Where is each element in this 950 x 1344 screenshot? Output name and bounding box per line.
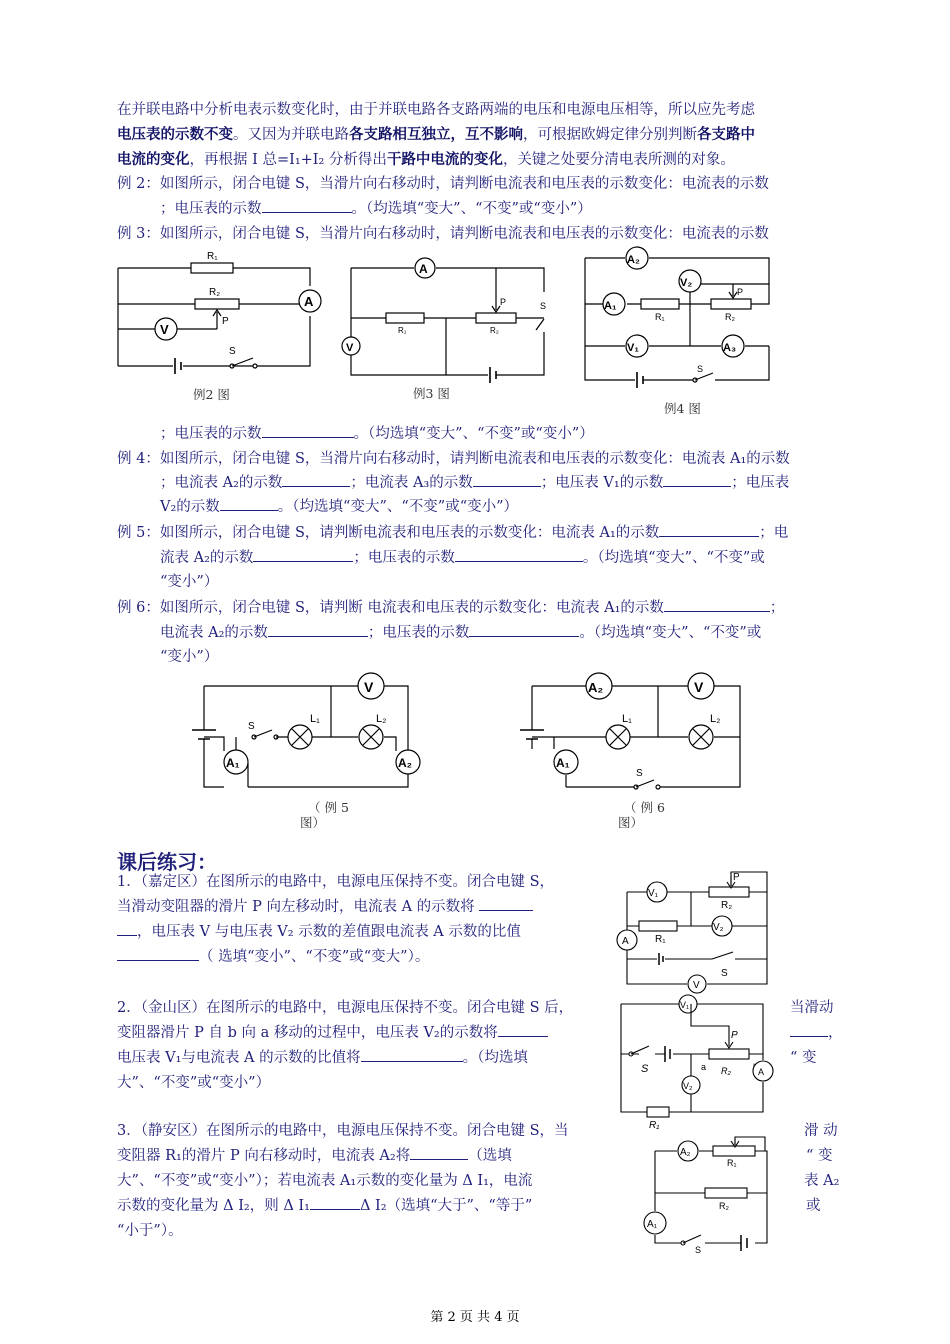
ex4-question: ；电流表 A₂的示数 ；电流表 A₃的示数 ；电压表 V₁的示数 ；电压表 — [160, 472, 789, 494]
section-title: 课后练习： — [117, 850, 217, 874]
svg-text:L₁: L₁ — [622, 713, 632, 725]
answer-blank[interactable] — [282, 472, 350, 487]
practice1: 1．（嘉定区）在图所示的电路中，电源电压保持不变。闭合电键 S， — [117, 874, 555, 890]
svg-text:V: V — [364, 679, 374, 695]
page-footer: 第 2 页 共 4 页 — [430, 1310, 520, 1325]
svg-text:A₁: A₁ — [226, 756, 240, 770]
practice3: “ 变 — [806, 1148, 833, 1164]
practice1-circuit — [617, 866, 775, 991]
svg-text:S: S — [721, 968, 728, 979]
ex2-question: 例 2：如图所示，闭合电键 S，当滑片向右移动时，请判断电流表和电压表的示数变化：电流表的示数 — [117, 176, 769, 192]
answer-blank[interactable] — [268, 622, 368, 637]
svg-text:L₂: L₂ — [376, 713, 387, 725]
svg-text:L₂: L₂ — [710, 713, 721, 725]
svg-text:S: S — [695, 1245, 702, 1255]
svg-text:A₁: A₁ — [556, 756, 570, 770]
ex3-question: ；电压表的示数 。（均选填“变大”、“不变”或“变小”） — [160, 423, 594, 445]
svg-text:L₁: L₁ — [310, 713, 320, 725]
svg-text:V₂: V₂ — [683, 1081, 693, 1091]
answer-blank[interactable] — [663, 472, 731, 487]
practice3: 变阻器 R₁的滑片 P 向右移动时，电流表 A₂将 （选填 — [117, 1145, 512, 1167]
answer-blank[interactable] — [659, 522, 759, 537]
svg-text:P: P — [222, 316, 229, 327]
answer-blank[interactable] — [469, 622, 579, 637]
svg-text:V₁: V₁ — [648, 888, 659, 899]
intro-line: 在并联电路中分析电表示数变化时，由于并联电路各支路两端的电压和电源电压相等，所以应先考虑 — [117, 102, 755, 118]
svg-text:S: S — [697, 364, 704, 374]
intro-line: 电压表的示数不变。又因为并联电路各支路相互独立，互不影响，可根据欧姆定律分别判断各支路中 — [117, 126, 755, 143]
svg-text:S: S — [636, 768, 643, 779]
practice3: 滑 动 — [804, 1123, 838, 1139]
svg-text:V: V — [694, 679, 704, 695]
fig6-circuit — [518, 675, 748, 790]
svg-text:A: A — [622, 936, 629, 947]
practice1: ，电压表 V 与电压表 V₂ 示数的差值跟电流表 A 示数的比值 — [117, 921, 521, 943]
svg-text:a: a — [701, 1062, 707, 1072]
fig5-caption: 图） — [300, 815, 326, 830]
svg-text:V₂: V₂ — [713, 922, 724, 933]
svg-text:A₂: A₂ — [627, 254, 640, 266]
practice2: 电压表 V₁与电流表 A 的示数的比值将 。（均选填 — [117, 1047, 528, 1069]
practice3: 表 A₂ — [804, 1173, 840, 1189]
svg-text:A: A — [758, 1067, 765, 1077]
answer-blank[interactable] — [498, 1022, 548, 1037]
practice3: 3．（静安区）在图所示的电路中，电源电压保持不变。闭合电键 S，当 — [117, 1123, 569, 1139]
svg-text:A₃: A₃ — [723, 342, 737, 354]
practice2-circuit — [617, 996, 777, 1131]
ex4-question: V₂的示数 。（均选填“变大”、“不变”或“变小”） — [160, 496, 518, 518]
fig4-circuit — [583, 250, 775, 382]
ex5-question: “变小”） — [160, 574, 219, 590]
svg-text:P: P — [737, 287, 744, 297]
practice2: “ 变 — [790, 1050, 817, 1066]
fig2-caption: 例2 图 — [193, 387, 230, 402]
practice3: 大”、“不变”或“变小”）；若电流表 A₁示数的变化量为 Δ I₁，电流 — [117, 1173, 533, 1189]
answer-blank[interactable] — [410, 1145, 468, 1160]
answer-blank[interactable] — [262, 198, 352, 213]
answer-blank[interactable] — [479, 896, 533, 911]
fig2-circuit — [115, 251, 330, 379]
svg-text:V₁: V₁ — [680, 1000, 690, 1010]
svg-text:A: A — [419, 262, 428, 276]
svg-text:V: V — [693, 980, 700, 991]
answer-blank[interactable] — [117, 921, 137, 936]
svg-text:R₁: R₁ — [655, 312, 665, 322]
practice3-circuit — [643, 1131, 793, 1256]
svg-text:R₂: R₂ — [721, 1066, 731, 1076]
answer-blank[interactable] — [664, 597, 770, 612]
answer-blank[interactable] — [455, 547, 583, 562]
answer-blank[interactable] — [117, 946, 199, 961]
svg-text:R₂: R₂ — [209, 287, 221, 298]
svg-text:A₂: A₂ — [398, 756, 412, 770]
fig3-circuit — [346, 257, 551, 379]
practice2: 当滑动 — [790, 1000, 834, 1016]
answer-blank[interactable] — [310, 1195, 360, 1210]
svg-text:A: A — [304, 294, 314, 309]
svg-text:P: P — [731, 1030, 738, 1041]
fig6-caption: （ 例 6 — [624, 800, 665, 815]
svg-text:A₂: A₂ — [588, 680, 604, 695]
practice1: （ 选填“变小”、“不变”或“变大”）。 — [117, 946, 429, 968]
svg-text:A₂: A₂ — [680, 1147, 691, 1158]
ex6-question: “变小”） — [160, 649, 219, 665]
svg-text:R₂: R₂ — [490, 326, 499, 335]
svg-text:S: S — [641, 1063, 649, 1075]
svg-text:R₂: R₂ — [721, 900, 733, 911]
svg-text:S: S — [248, 721, 255, 732]
ex3-question: 例 3：如图所示，闭合电键 S，当滑片向右移动时，请判断电流表和电压表的示数变化：电流表的示数 — [117, 226, 769, 242]
fig4-caption: 例4 图 — [664, 401, 701, 416]
svg-text:R₁: R₁ — [655, 934, 666, 945]
svg-text:V₁: V₁ — [627, 342, 639, 354]
practice2: 2．（金山区）在图所示的电路中，电源电压保持不变。闭合电键 S 后， — [117, 1000, 574, 1016]
svg-text:S: S — [540, 301, 547, 311]
fig5-circuit — [188, 675, 430, 790]
ex6-question: 电流表 A₂的示数 ；电压表的示数 。（均选填“变大”、“不变”或 — [160, 622, 761, 644]
svg-text:P: P — [733, 872, 740, 883]
svg-text:A₁: A₁ — [647, 1219, 658, 1230]
answer-blank[interactable] — [262, 423, 354, 438]
practice2: ， — [790, 1022, 843, 1044]
svg-text:R₁: R₁ — [398, 326, 407, 335]
answer-blank[interactable] — [220, 496, 278, 511]
ex6-question: 例 6：如图所示，闭合电键 S，请判断 电流表和电压表的示数变化：电流表 A₁的示数 ； — [117, 597, 784, 619]
fig3-caption: 例3 图 — [413, 386, 450, 401]
practice2: 变阻器滑片 P 自 b 向 a 移动的过程中，电压表 V₂的示数将 — [117, 1022, 548, 1044]
practice2: 大”、“不变”或“变小”） — [117, 1075, 271, 1091]
ex4-question: 例 4：如图所示，闭合电键 S，当滑片向右移动时，请判断电流表和电压表的示数变化：电流表 A₁的示数 — [117, 451, 790, 467]
answer-blank[interactable] — [361, 1047, 463, 1062]
svg-text:V₂: V₂ — [680, 277, 693, 289]
svg-text:R₁: R₁ — [207, 251, 218, 262]
practice1: 当滑动变阻器的滑片 P 向左移动时，电流表 A 的示数将 — [117, 896, 533, 918]
answer-blank[interactable] — [790, 1022, 828, 1037]
svg-text:A₁: A₁ — [604, 300, 617, 312]
answer-blank[interactable] — [253, 547, 353, 562]
intro-line: 电流的变化，再根据 I 总=I₁+I₂ 分析得出干路中电流的变化，关键之处要分清电表所测的对象。 — [117, 151, 735, 168]
svg-text:S: S — [229, 346, 236, 357]
practice3: 或 — [806, 1198, 821, 1214]
ex2-question: ；电压表的示数 。（均选填“变大”、“不变”或“变小”） — [160, 198, 592, 220]
answer-blank[interactable] — [473, 472, 541, 487]
ex5-question: 例 5：如图所示，闭合电键 S，请判断电流表和电压表的示数变化：电流表 A₁的示数 ；电 — [117, 522, 788, 544]
svg-text:R₁: R₁ — [649, 1120, 660, 1131]
ex5-question: 流表 A₂的示数 ；电压表的示数 。（均选填“变大”、“不变”或 — [160, 547, 765, 569]
fig6-caption: 图） — [618, 815, 644, 830]
fig5-caption: （ 例 5 — [308, 800, 349, 815]
practice3: 示数的变化量为 Δ I₂，则 Δ I₁ Δ I₂（选填“大于”、“等于” — [117, 1195, 532, 1217]
practice3: “小于”）。 — [117, 1223, 183, 1239]
svg-text:R₂: R₂ — [725, 312, 735, 322]
svg-text:V: V — [160, 322, 169, 337]
svg-text:R₁: R₁ — [727, 1158, 737, 1168]
svg-text:P: P — [500, 297, 507, 307]
svg-text:V: V — [346, 342, 354, 354]
svg-text:R₂: R₂ — [719, 1201, 729, 1211]
